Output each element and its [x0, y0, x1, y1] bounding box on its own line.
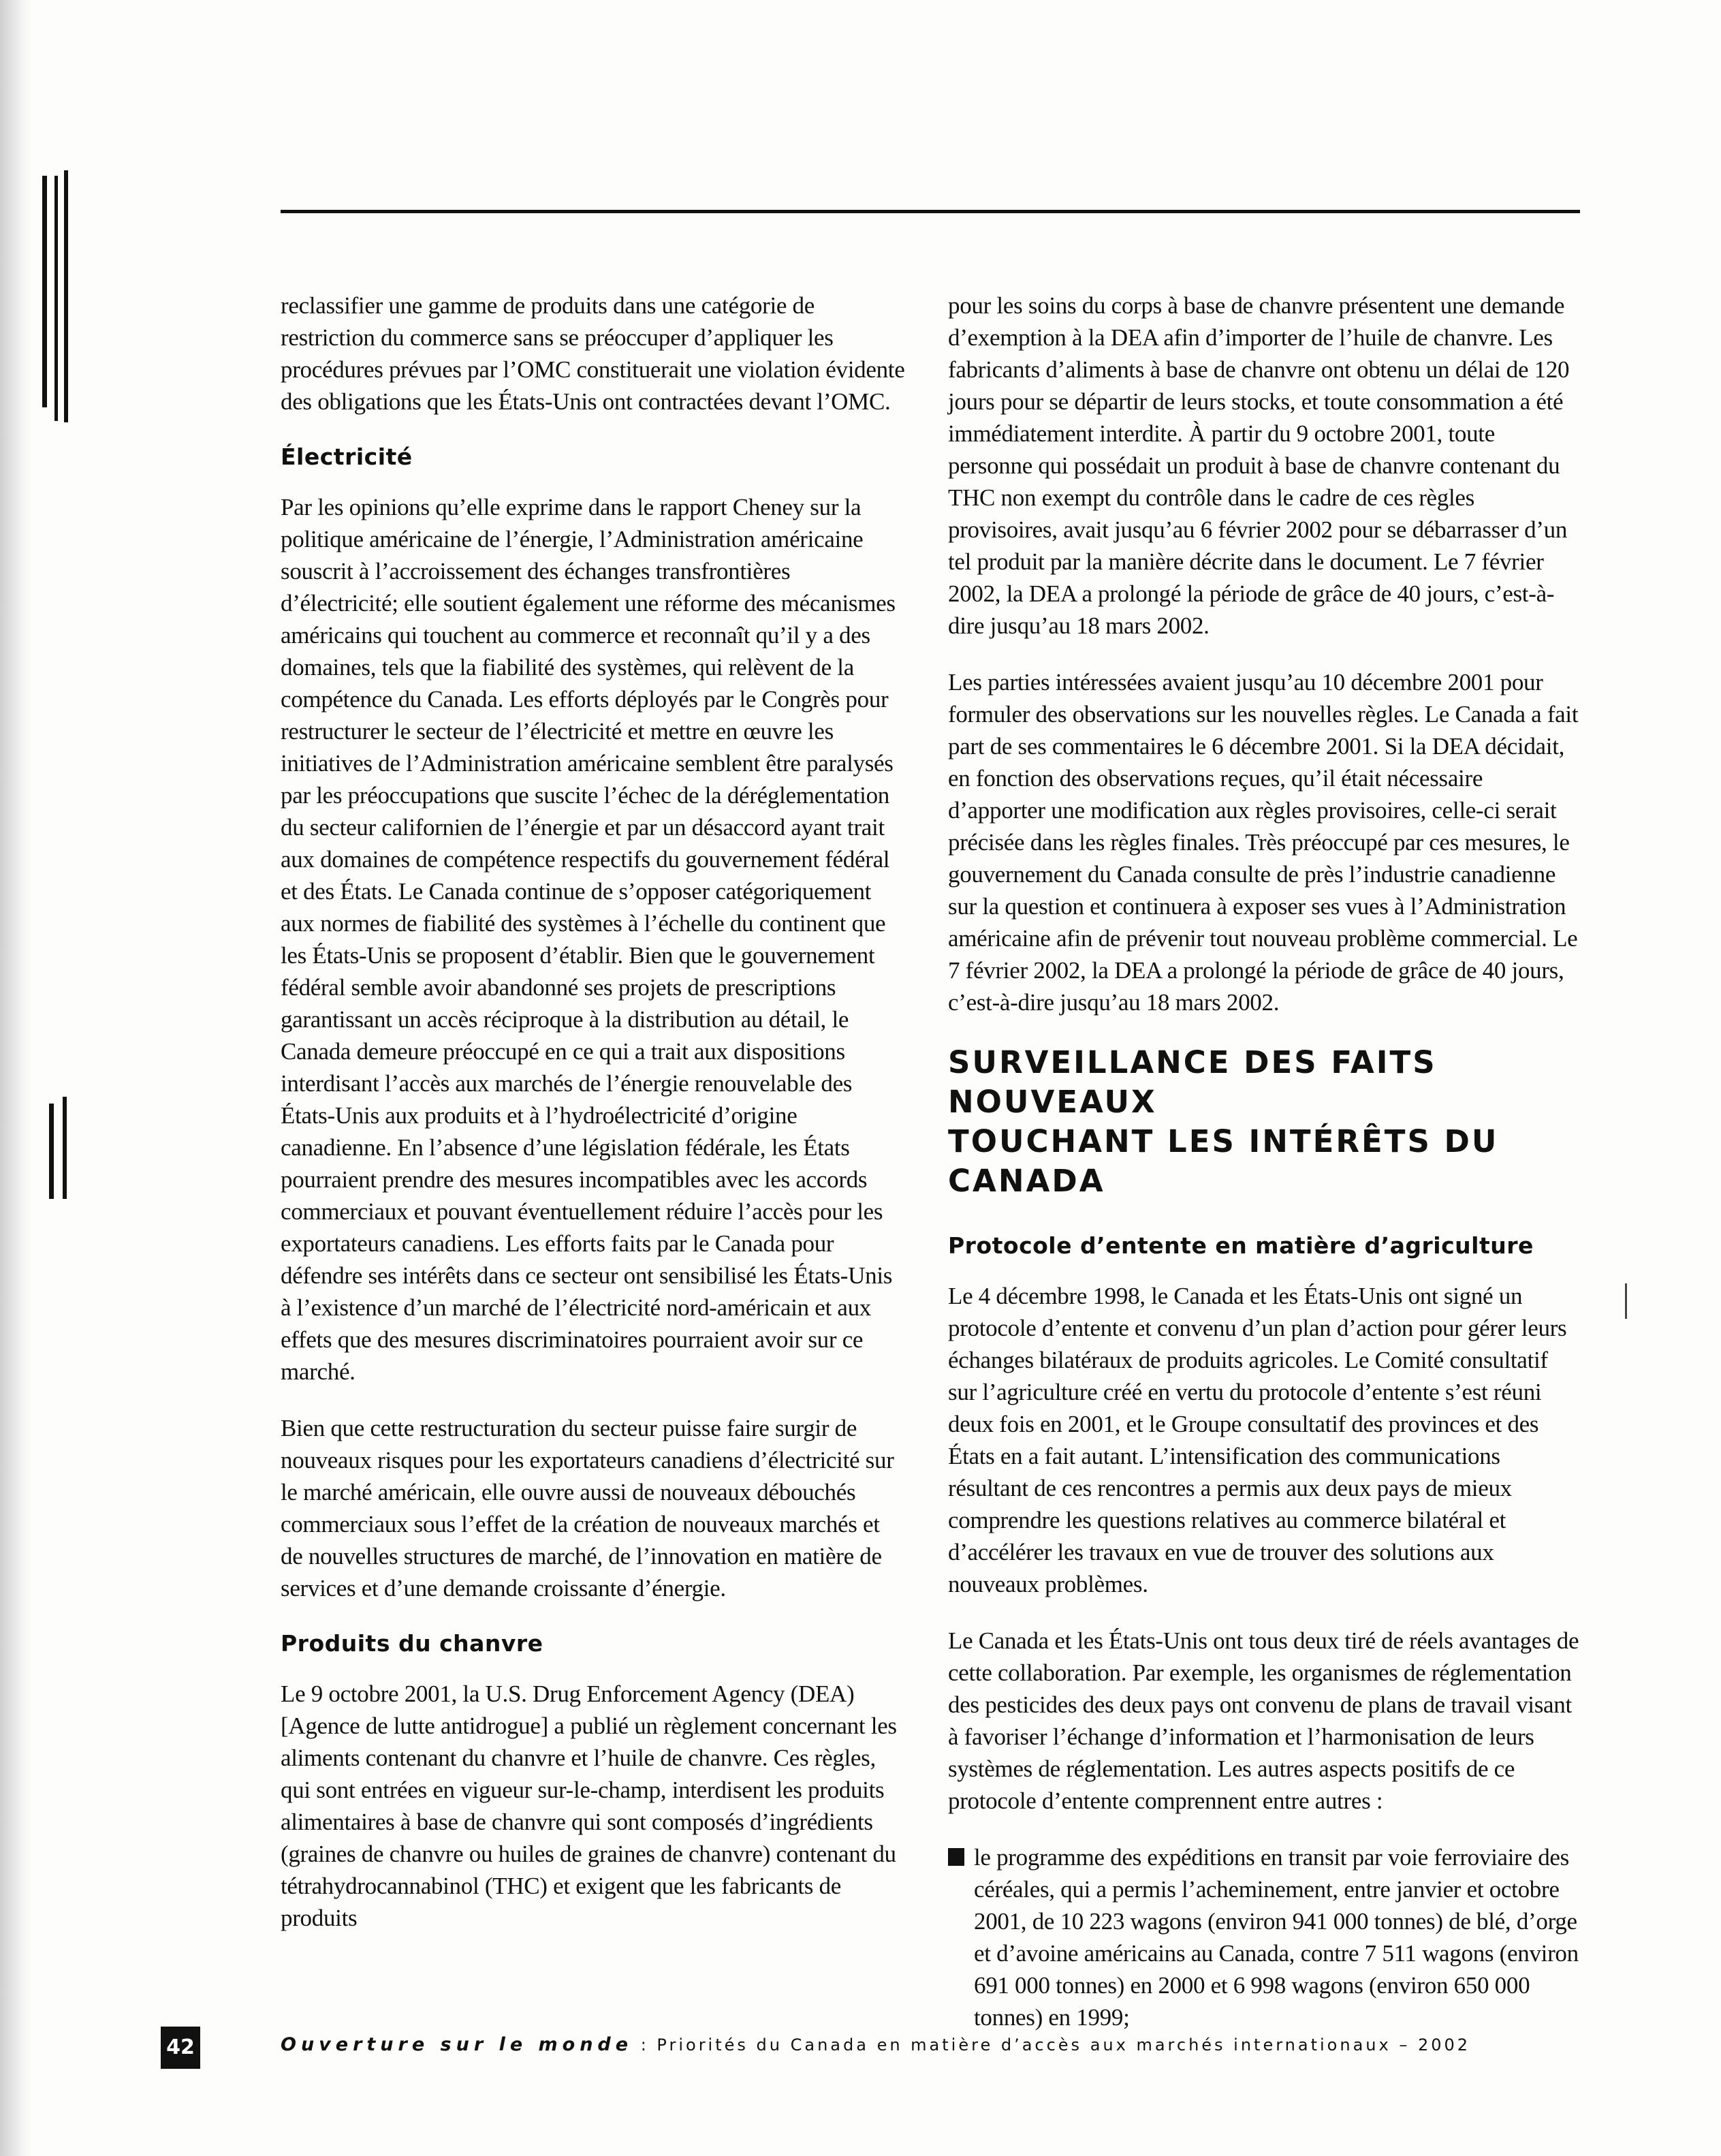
- major-heading: [948, 1043, 1580, 1201]
- bullet-text: le programme des expéditions en transit par voie ferroviaire des céréales, qui a permis l’acheminement, entre janvier et octobre 2001, de 10 223 wagons (environ 941 000 tonnes) de blé, d’orge et d’avoine américains au Canada, contre 7 511 wagons (environ 691 000 tonnes) en 2000 et 6 998 wagons (environ 650 000 tonnes) en 1999;: [974, 1844, 1579, 2031]
- paragraph: reclassifier une gamme de produits dans une catégorie de restriction du commerce sans se préoccuper d’appliquer les procédures prévues par l’OMC constituerait une violation évidente des obligations que les États-Unis ont contractées devant l’OMC.: [281, 292, 905, 415]
- major-heading-line-1: SURVEILLANCE DES FAITS NOUVEAUX: [948, 1044, 1437, 1120]
- running-footer: [281, 2034, 1471, 2055]
- section-heading-electricite: Électricité: [281, 443, 413, 470]
- paragraph: Bien que cette restructuration du secteur puisse faire surgir de nouveaux risques pour les exportateurs canadiens d’électricité sur le marché américain, elle ouvre aussi de nouveaux débouchés commerciaux sous l’effet de la création de nouveaux marchés et de nouvelles structures de marché, de l’innovation en matière de services et d’une demande croissante d’énergie.: [281, 1415, 894, 1602]
- margin-mark: [1625, 1283, 1627, 1319]
- paragraph: Le 4 décembre 1998, le Canada et les États-Unis ont signé un protocole d’entente et convenu d’un plan d’action pour gérer leurs échanges bilatéraux de produits agricoles. Le Comité consultatif sur l’agriculture créé en vertu du protocole d’entente s’est réuni deux fois en 2001, et le Groupe consultatif des provinces et des États en a fait autant. L’intensification des communications résultant de ces rencontres a permis aux deux pays de mieux comprendre les questions relatives au commerce bilatéral et d’accélérer les travaux en vue de trouver des solutions aux nouveaux problèmes.: [948, 1283, 1567, 1597]
- paragraph: Les parties intéressées avaient jusqu’au 10 décembre 2001 pour formuler des observations sur les nouvelles règles. Le Canada a fait part de ses commentaires le 6 décembre 2001. Si la DEA décidait, en fonction des observations reçues, qu’il était nécessaire d’apporter une modification aux règles provisoires, celle-ci serait précisée dans les règles finales. Très préoccupé par ces mesures, le gouvernement du Canada consulte de près l’industrie canadienne sur la question et continuera à exposer ses vues à l’Administration américaine afin de prévenir tout nouveau problème commercial. Le 7 février 2002, la DEA a prolongé la période de grâce de 40 jours, c’est-à-dire jusqu’au 18 mars 2002.: [948, 669, 1579, 1016]
- header-rule: [281, 210, 1580, 213]
- footer-subtitle: : Priorités du Canada en matière d’accès aux marchés internationaux – 2002: [633, 2035, 1471, 2055]
- page-number: 42: [161, 2027, 200, 2069]
- bullet-item: [948, 1841, 1580, 2033]
- section-heading-protocole: Protocole d’entente en matière d’agriculture: [948, 1232, 1534, 1259]
- major-heading-line-2: TOUCHANT LES INTÉRÊTS DU CANADA: [948, 1123, 1499, 1199]
- binding-mark: [49, 1104, 54, 1199]
- binding-mark: [63, 1097, 67, 1199]
- left-column: [281, 290, 906, 1958]
- right-column: [948, 290, 1580, 2058]
- scan-edge: [0, 0, 31, 2156]
- paragraph: Le Canada et les États-Unis ont tous deux tiré de réels avantages de cette collaboration. Par exemple, les organismes de réglementation des pesticides des deux pays ont convenu de plans de travail visant à favoriser l’échange d’information et l’harmonisation de leurs systèmes de réglementation. Les autres aspects positifs de ce protocole d’entente comprennent entre autres :: [948, 1627, 1579, 1814]
- square-bullet-icon: [948, 1848, 964, 1866]
- paragraph: Par les opinions qu’elle exprime dans le rapport Cheney sur la politique américaine de l’énergie, l’Administration américaine souscrit à l’accroissement des échanges transfrontières d’électricité; elle soutient également une réforme des mécanismes américains qui touchent au commerce et reconnaît qu’il y a des domaines, tels que la fiabilité des systèmes, qui relèvent de la compétence du Canada. Les efforts déployés par le Congrès pour restructurer le secteur de l’électricité et mettre en œuvre les initiatives de l’Administration américaine semblent être paralysés par les préoccupations que suscite l’échec de la déréglementation du secteur californien de l’énergie et par un désaccord ayant trait aux domaines de compétence respectifs du gouvernement fédéral et des États. Le Canada continue de s’opposer catégoriquement aux normes de fiabilité des systèmes à l’échelle du continent que les États-Unis se proposent d’établir. Bien que le gouvernement fédéral semble avoir abandonné ses projets de prescriptions garantissant un accès réciproque à la distribution au détail, le Canada demeure préoccupé en ce qui a trait aux dispositions interdisant l’accès aux marchés de l’énergie renouvelable des États-Unis aux produits et à l’hydroélectricité d’origine canadienne. En l’absence d’une législation fédérale, les États pourraient prendre des mesures incompatibles avec les accords commerciaux et pouvant éventuellement réduire l’accès pour les exportateurs canadiens. Les efforts faits par le Canada pour défendre ses intérêts dans ce secteur ont sensibilisé les États-Unis à l’existence d’un marché de l’électricité nord-américain et aux effets que des mesures discriminatoires pourraient avoir sur ce marché.: [281, 494, 896, 1385]
- binding-mark: [64, 170, 68, 422]
- paragraph: pour les soins du corps à base de chanvre présentent une demande d’exemption à la DEA afin d’importer de l’huile de chanvre. Les fabricants d’aliments à base de chanvre ont obtenu un délai de 120 jours pour se départir de leurs stocks, et toute consommation a été immédiatement interdite. À partir du 9 octobre 2001, toute personne qui possédait un produit à base de chanvre contenant du THC non exempt du contrôle dans le cadre de ces règles provisoires, avait jusqu’au 6 février 2002 pour se débarrasser d’un tel produit par la manière décrite dans le document. Le 7 février 2002, la DEA a prolongé la période de grâce de 40 jours, c’est-à-dire jusqu’au 18 mars 2002.: [948, 292, 1570, 639]
- binding-mark: [42, 176, 47, 407]
- section-heading-chanvre: Produits du chanvre: [281, 1630, 543, 1657]
- footer-title: Ouverture sur le monde: [281, 2034, 633, 2055]
- binding-mark: [54, 176, 58, 421]
- paragraph: Le 9 octobre 2001, la U.S. Drug Enforcement Agency (DEA) [Agence de lutte antidrogue] a publié un règlement concernant les aliments contenant du chanvre et l’huile de chanvre. Ces règles, qui sont entrées en vigueur sur-le-champ, interdisent les produits alimentaires à base de chanvre qui sont composés d’ingrédients (graines de chanvre ou huiles de graines de chanvre) contenant du tétrahydrocannabinol (THC) et exigent que les fabricants de produits: [281, 1681, 897, 1931]
